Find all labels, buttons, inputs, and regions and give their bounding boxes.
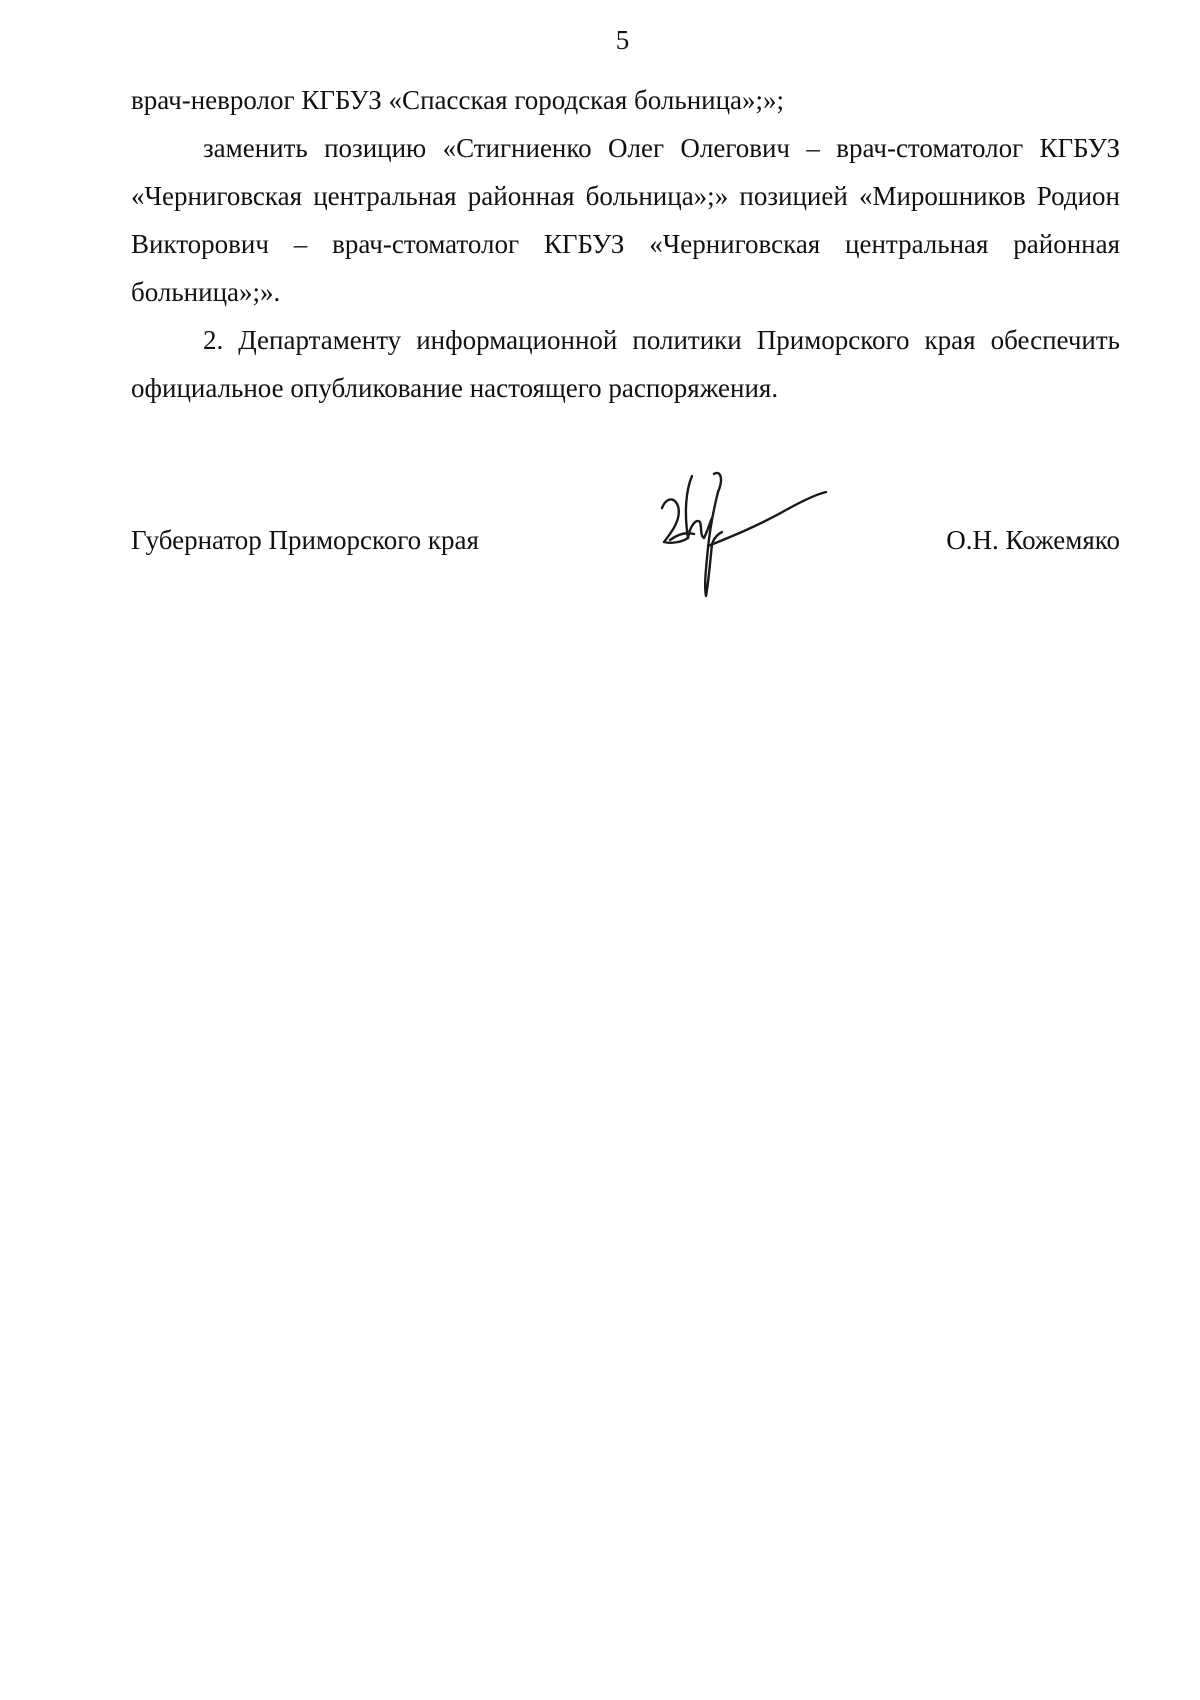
signature-block: [131, 520, 1120, 560]
paragraph-replace-position: заменить позицию «Стигниенко Олег Олегович – врач-стоматолог КГБУЗ «Черниговская центральная районная больница»;» позицией «Мирошников Родион Викторович – врач-стоматолог КГБУЗ «Черниговская центральная районная больница»;».: [131, 133, 1120, 307]
handwritten-signature: [648, 468, 848, 608]
signer-name: О.Н. Кожемяко: [946, 525, 1120, 555]
paragraph-item-2: 2. Департаменту информационной политики Приморского края обеспечить официальное опубликование настоящего распоряжения.: [131, 325, 1120, 403]
page-number: 5: [615, 25, 630, 55]
document-body: [131, 76, 1120, 412]
paragraph-continuation: врач-невролог КГБУЗ «Спасская городская больница»;»;: [131, 85, 785, 115]
signer-title: Губернатор Приморского края: [131, 525, 479, 555]
